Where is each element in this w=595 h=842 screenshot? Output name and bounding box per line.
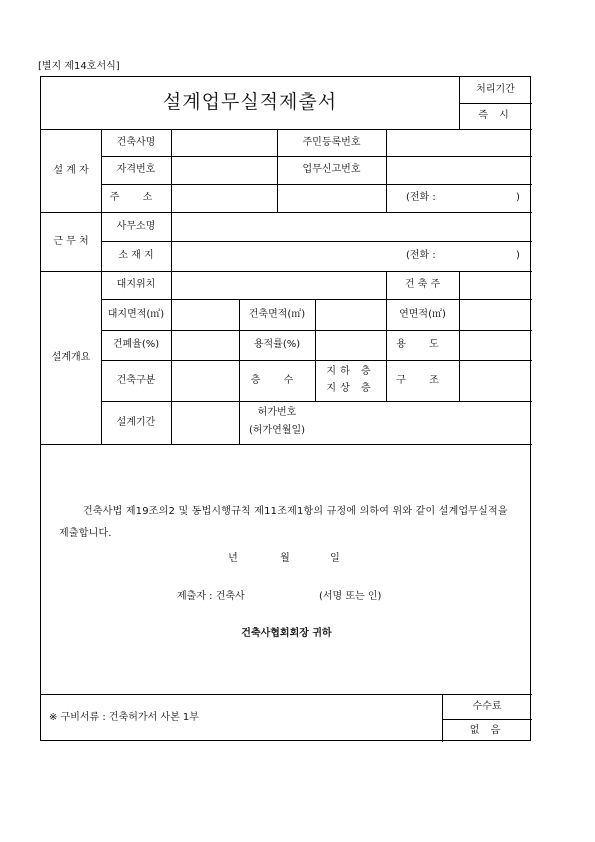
processing-period-value: 즉 시 bbox=[478, 110, 513, 122]
floor-area-label: 연면적(㎡) bbox=[399, 308, 446, 320]
overview-section-label: 설계개요 bbox=[51, 351, 91, 363]
office-phone-close-paren: ) bbox=[516, 250, 520, 262]
site-location-field[interactable] bbox=[171, 271, 386, 299]
permit-date-label: (허가연월일) bbox=[248, 425, 306, 437]
floors-label: 층 수 bbox=[250, 374, 304, 386]
required-documents-note: ※ 구비서류 : 건축허가서 사본 1부 bbox=[49, 712, 199, 724]
office-name-label: 사무소명 bbox=[116, 220, 156, 232]
form-number-label: [별지 제14호서식] bbox=[38, 61, 120, 72]
architect-name-label: 건축사명 bbox=[116, 136, 156, 148]
structure-label: 구 조 bbox=[396, 374, 449, 386]
basement-floors-label: 지하 층 bbox=[326, 366, 375, 378]
address-label: 주 소 bbox=[109, 192, 163, 204]
fee-label: 수수료 bbox=[472, 700, 502, 712]
building-owner-label: 건 축 주 bbox=[404, 279, 441, 291]
fee-value: 없 음 bbox=[469, 724, 505, 736]
floor-area-ratio-label: 용적률(%) bbox=[253, 339, 301, 351]
designer-section-label: 설 계 자 bbox=[53, 164, 89, 176]
resident-number-field[interactable] bbox=[386, 129, 532, 156]
permit-number-label: 허가번호 bbox=[257, 407, 297, 419]
above-ground-floors-label: 지상 층 bbox=[326, 383, 375, 395]
submission-form bbox=[40, 76, 531, 741]
month-label: 월 bbox=[280, 553, 290, 565]
site-location-label: 대지위치 bbox=[116, 279, 156, 291]
business-report-number-label: 업무신고번호 bbox=[302, 164, 361, 176]
workplace-section-label: 근 무 처 bbox=[53, 235, 89, 247]
building-area-label: 건축면적(㎡) bbox=[248, 308, 306, 320]
processing-period-label: 처리기간 bbox=[476, 84, 515, 96]
license-number-field[interactable] bbox=[171, 156, 277, 184]
signature-label: (서명 또는 인) bbox=[319, 591, 382, 603]
office-name-field[interactable] bbox=[171, 212, 532, 241]
phone-label: (전화 : bbox=[406, 192, 436, 204]
building-owner-field[interactable] bbox=[459, 271, 532, 299]
site-area-label: 대지면적(㎡) bbox=[107, 308, 165, 320]
day-label: 일 bbox=[330, 553, 340, 565]
resident-number-label: 주민등록번호 bbox=[302, 136, 361, 148]
location-label: 소 재 지 bbox=[118, 250, 154, 262]
form-title: 설계업무실적제출서 bbox=[162, 91, 338, 114]
recipient-line: 건축사협회회장 귀하 bbox=[241, 628, 332, 640]
building-type-label: 건축구분 bbox=[116, 374, 156, 386]
coverage-ratio-label: 건폐율(%) bbox=[112, 339, 160, 351]
phone-close-paren: ) bbox=[516, 192, 520, 204]
license-number-label: 자격번호 bbox=[116, 164, 156, 176]
year-label: 년 bbox=[228, 553, 238, 565]
architect-name-field[interactable] bbox=[171, 129, 277, 156]
business-report-number-field[interactable] bbox=[386, 156, 532, 184]
statement-text: 건축사법 제19조의2 및 동법시행규칙 제11조제1항의 규정에 의하여 위와 같이 설계업무실적을 제출합니다. bbox=[59, 506, 508, 539]
submitter-label: 제출자 : 건축사 bbox=[177, 591, 245, 603]
design-period-label: 설계기간 bbox=[116, 416, 156, 428]
office-phone-label: (전화 : bbox=[406, 250, 436, 262]
use-label: 용 도 bbox=[396, 339, 449, 351]
